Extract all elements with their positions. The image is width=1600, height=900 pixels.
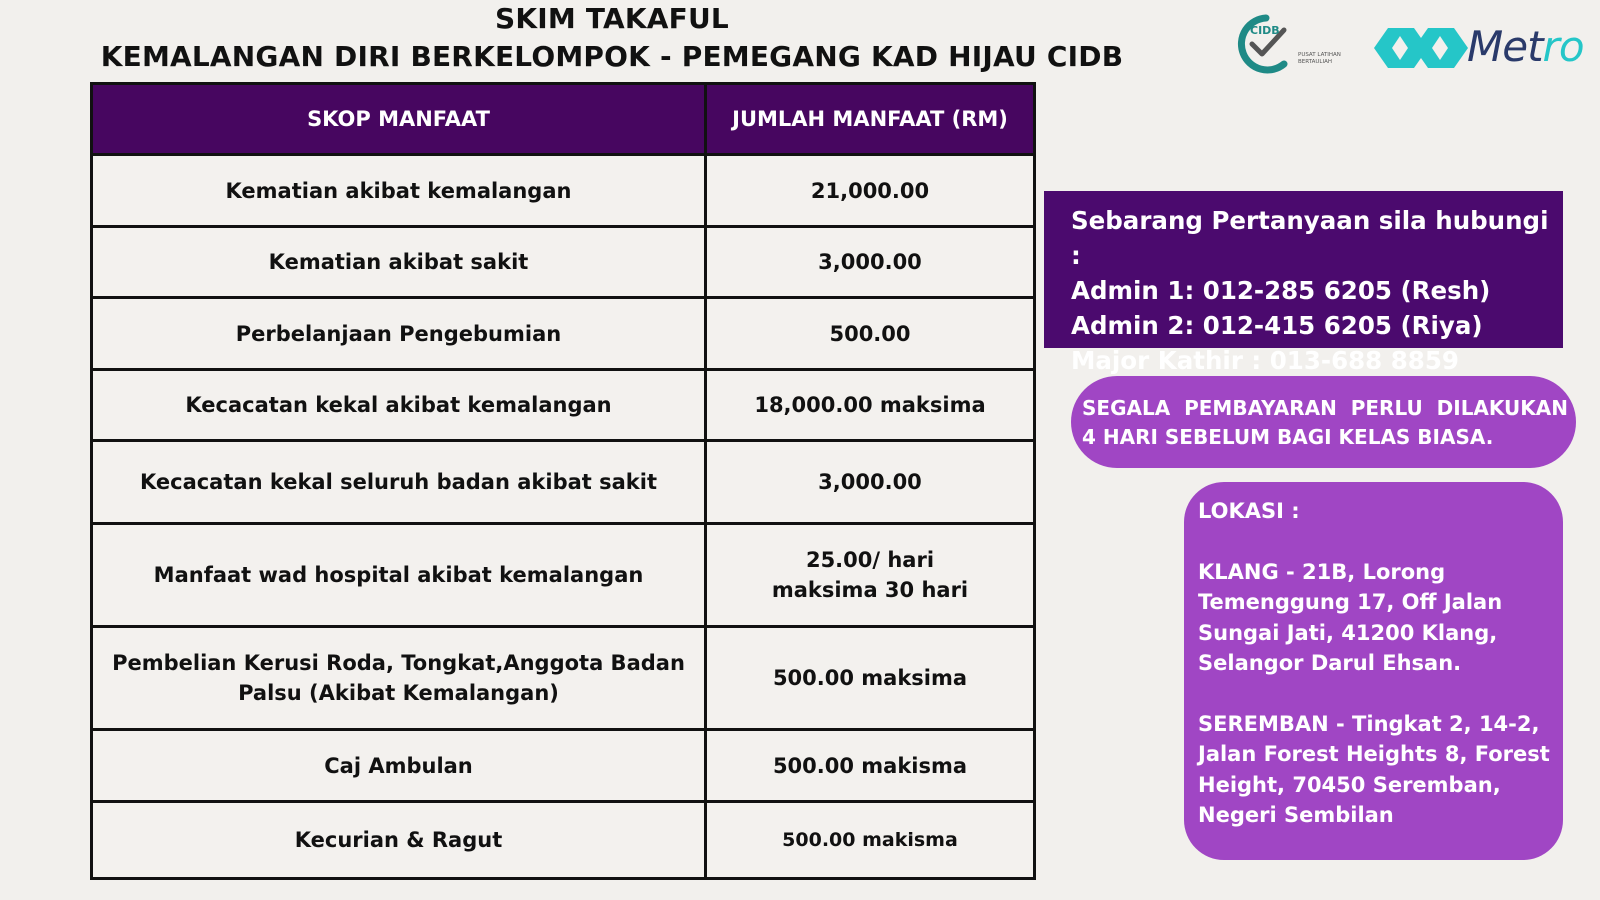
notice-line-1: SEGALA PEMBAYARAN PERLU DILAKUKAN [1082, 396, 1569, 420]
metro-logo-text-accent: ro [1542, 22, 1584, 71]
notice-line-2: 4 HARI SEBELUM BAGI KELAS BIASA. [1082, 425, 1494, 449]
table-row [92, 441, 1035, 524]
cell-scope: Kematian akibat kemalangan [92, 155, 706, 227]
cell-amount: 21,000.00 [706, 155, 1035, 227]
cell-scope: Kecacatan kekal akibat kemalangan [92, 370, 706, 441]
table-header-row [92, 84, 1035, 155]
table-row [92, 227, 1035, 298]
header-scope: SKOP MANFAAT [92, 84, 706, 155]
metro-logo-text [1467, 22, 1584, 71]
location-klang: KLANG - 21B, Lorong Temenggung 17, Off Jalan Sungai Jati, 41200 Klang, Selangor Darul Ehsan. [1198, 559, 1503, 675]
location-box [1184, 482, 1563, 860]
cell-amount: 18,000.00 maksima [706, 370, 1035, 441]
cell-scope: Kematian akibat sakit [92, 227, 706, 298]
cell-amount: 3,000.00 [706, 227, 1035, 298]
cell-amount: 500.00 maksima [706, 627, 1035, 730]
cidb-logo-text: CIDB [1250, 24, 1280, 37]
table-row [92, 370, 1035, 441]
cidb-logo-sub2: BERTAULIAH [1298, 59, 1332, 65]
title-line-1: SKIM TAKAFUL [495, 2, 729, 35]
cell-amount: 500.00 makisma [706, 802, 1035, 879]
contact-line-heading: Sebarang Pertanyaan sila hubungi : [1071, 206, 1549, 270]
cell-scope: Kecacatan kekal seluruh badan akibat sakit [92, 441, 706, 524]
cell-scope: Manfaat wad hospital akibat kemalangan [92, 524, 706, 627]
metro-logo-text-main: Met [1467, 22, 1543, 71]
payment-notice-pill [1071, 376, 1576, 468]
header-amount: JUMLAH MANFAAT (RM) [706, 84, 1035, 155]
table-row [92, 155, 1035, 227]
cell-scope: Caj Ambulan [92, 730, 706, 802]
location-seremban: SEREMBAN - Tingkat 2, 14-2, Jalan Forest Heights 8, Forest Height, 70450 Seremban, Negeri Sembilan [1198, 711, 1550, 827]
cell-amount: 500.00 [706, 298, 1035, 370]
cell-scope: Pembelian Kerusi Roda, Tongkat,Anggota Badan Palsu (Akibat Kemalangan) [92, 627, 706, 730]
location-heading: LOKASI : [1198, 499, 1300, 523]
contact-line-major: Major Kathir : 013-688 8859 [1071, 346, 1459, 375]
table-row [92, 298, 1035, 370]
contact-line-admin2: Admin 2: 012-415 6205 (Riya) [1071, 311, 1483, 340]
cell-amount: 3,000.00 [706, 441, 1035, 524]
cidb-logo-sub1: PUSAT LATIHAN [1298, 52, 1341, 58]
cell-amount: 500.00 makisma [706, 730, 1035, 802]
table-row [92, 627, 1035, 730]
contact-line-admin1: Admin 1: 012-285 6205 (Resh) [1071, 276, 1491, 305]
table-row [92, 524, 1035, 627]
table-row [92, 730, 1035, 802]
cidb-check-logo-icon [1232, 10, 1362, 76]
title-line-2: KEMALANGAN DIRI BERKELOMPOK - PEMEGANG KAD HIJAU CIDB [100, 40, 1124, 73]
cell-scope: Kecurian & Ragut [92, 802, 706, 879]
table-row [92, 802, 1035, 879]
contact-box [1044, 191, 1563, 375]
benefits-table [90, 82, 1036, 880]
cell-scope: Perbelanjaan Pengebumian [92, 298, 706, 370]
cell-amount: 25.00/ hari maksima 30 hari [706, 524, 1035, 627]
